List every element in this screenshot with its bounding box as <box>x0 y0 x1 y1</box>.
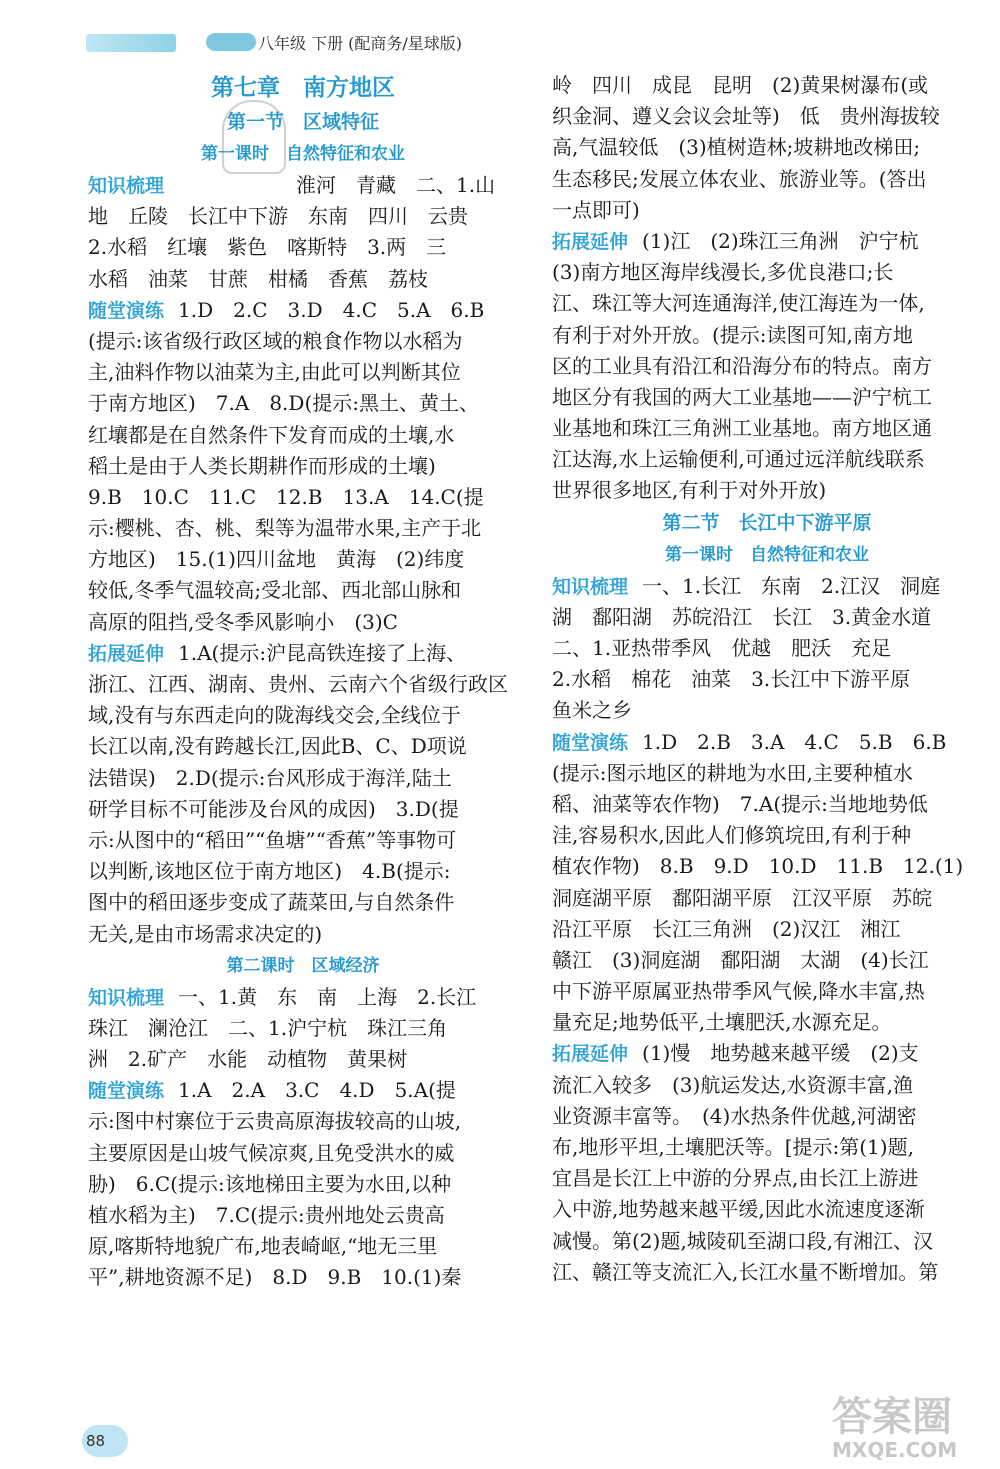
tag-suitang: 随堂演练 <box>88 299 165 322</box>
lesson-title: 第一课时 自然特征和农业 <box>201 144 405 164</box>
text-line: 知识梳理 一、1.黄 东 南 上海 2.长江 <box>88 984 477 1009</box>
watermark-logo: 答案圈 <box>832 1394 952 1440</box>
text-line: (提示:该省级行政区域的粮食作物以水稻为 <box>88 328 463 353</box>
text-line: 示:樱桃、杏、桃、梨等为温带水果,主产于北 <box>88 516 482 541</box>
text-line: 中下游平原属亚热带季风气候,降水丰富,热 <box>552 979 925 1004</box>
text-line: 长江以南,没有跨越长江,因此B、C、D项说 <box>88 734 467 759</box>
text-line: 高原的阻挡,受冬季风影响小 (3)C <box>88 609 398 634</box>
text-line: 江、赣江等支流汇入,长江水量不断增加。第 <box>552 1259 939 1284</box>
page-header <box>0 0 1000 70</box>
text-line: 胁) 6.C(提示:该地梯田主要为水田,以种 <box>88 1171 452 1196</box>
text-line: 业基地和珠江三角洲工业基地。南方地区通 <box>552 416 932 441</box>
text-line: 2.水稻 红壤 紫色 喀斯特 3.两 三 <box>88 235 447 260</box>
text-line: 稻、油菜等农作物) 7.A(提示:当地地势低 <box>552 791 928 816</box>
text-line: 主,油料作物以油菜为主,由此可以判断其位 <box>88 360 461 385</box>
text-line: 方地区) 15.(1)四川盆地 黄海 (2)纬度 <box>88 547 465 572</box>
text-line: 植农作物) 8.B 9.D 10.D 11.B 12.(1) <box>552 854 964 879</box>
text-line: 二、1.亚热带季风 优越 肥沃 充足 <box>552 636 892 660</box>
lesson-title: 第二课时 区域经济 <box>226 955 380 976</box>
text-line: 洞庭湖平原 鄱阳湖平原 江汉平原 苏皖 <box>552 885 932 910</box>
text-line: 沿江平原 长江三角洲 (2)汉江 湘江 <box>552 916 901 941</box>
text-line: 岭 四川 成昆 昆明 (2)黄果树瀑布(或 <box>552 73 929 97</box>
text-line: 湖 鄱阳湖 苏皖沿江 长江 3.黄金水道 <box>552 604 932 629</box>
text-line: 拓展延伸 (1)江 (2)珠江三角洲 沪宁杭 <box>552 228 919 253</box>
left-column <box>88 70 518 1294</box>
text-line: 法错误) 2.D(提示:台风形成于海洋,陆土 <box>88 765 452 790</box>
tag-zhishi: 知识梳理 <box>552 575 629 598</box>
header-decoration <box>86 34 176 52</box>
text-line: 赣江 (3)洞庭湖 鄱阳湖 太湖 (4)长江 <box>552 947 929 972</box>
watermark <box>832 1395 982 1465</box>
text-line: 示:从图中的“稻田”“鱼塘”“香蕉”等事物可 <box>88 827 457 852</box>
tag-tuozhan: 拓展延伸 <box>552 1043 629 1066</box>
text-line: 洲 2.矿产 水能 动植物 黄果树 <box>88 1047 408 1072</box>
page-number: 88 <box>86 1432 106 1450</box>
text-line: 世界很多地区,有利于对外开放) <box>552 478 827 503</box>
text-line: (提示:图示地区的耕地为水田,主要种植水 <box>552 760 913 785</box>
text-line: 植水稻为主) 7.C(提示:贵州地处云贵高 <box>88 1203 445 1227</box>
tag-zhishi: 知识梳理 <box>88 986 165 1009</box>
text-line: 平”,耕地资源不足) 8.D 9.B 10.(1)秦 <box>88 1265 462 1290</box>
text-line: 织金洞、遵义会议会址等) 低 贵州海拔较 <box>552 104 940 129</box>
text-line: 洼,容易积水,因此人们修筑垸田,有利于种 <box>552 823 912 848</box>
text-line: 江、珠江等大河连通海洋,使江海连为一体, <box>552 291 925 316</box>
tag-tuozhan: 拓展延伸 <box>88 642 165 665</box>
text-line: 鱼米之乡 <box>552 698 632 723</box>
chapter-title: 第七章 南方地区 <box>211 75 395 101</box>
text-line: 原,喀斯特地貌广布,地表崎岖,“地无三里 <box>88 1234 438 1259</box>
text-line: 主要原因是山坡气候凉爽,且免受洪水的威 <box>88 1140 455 1165</box>
text-line: 入中游,地势越来越平缓,因此水流速度逐渐 <box>552 1197 925 1222</box>
book-logo-icon <box>206 33 256 51</box>
text-line: 地 丘陵 长江中下游 东南 四川 云贵 <box>88 204 468 229</box>
text-line: 地区分有我国的两大工业基地——沪宁杭工 <box>552 384 932 409</box>
text-line: 无关,是由市场需求决定的) <box>88 921 323 946</box>
text-line: 高,气温较低 (3)植树造林;坡耕地改梯田; <box>552 135 921 160</box>
text-line: 浙江、江西、湖南、贵州、云南六个省级行政区 <box>88 672 508 696</box>
text-line: 较低,冬季气温较高;受北部、西北部山脉和 <box>88 578 462 603</box>
lesson-title: 第一课时 自然特征和农业 <box>665 544 869 565</box>
text-line: 拓展延伸 (1)慢 地势越来越平缓 (2)支 <box>552 1041 919 1066</box>
text-line: 珠江 澜沧江 二、1.沪宁杭 珠江三角 <box>88 1015 448 1040</box>
tag-suitang: 随堂演练 <box>552 731 629 754</box>
text-line: 9.B 10.C 11.C 12.B 13.A 14.C(提 <box>88 484 484 509</box>
text-line: 随堂演练 1.D 2.B 3.A 4.C 5.B 6.B <box>552 729 947 754</box>
text-line: 宜昌是长江上中游的分界点,由长江上游进 <box>552 1166 919 1191</box>
text-line: 区的工业具有沿江和沿海分布的特点。南方 <box>552 353 932 378</box>
header-title: 八年级 下册 (配商务/星球版) <box>258 34 463 53</box>
right-column <box>552 70 982 1288</box>
text-line: 红壤都是在自然条件下发育而成的土壤,水 <box>88 422 455 447</box>
text-line: 生态移民;发展立体农业、旅游业等。(答出 <box>552 166 927 191</box>
text-line: 知识梳理 一、1.长江 东南 2.江汉 洞庭 <box>552 573 941 598</box>
text-line: 布,地形平坦,土壤肥沃等。[提示:第(1)题, <box>552 1135 914 1159</box>
text-line: 2.水稻 棉花 油菜 3.长江中下游平原 <box>552 667 911 692</box>
section-title: 第一节 区域特征 <box>226 111 379 133</box>
text-line: 域,没有与东西走向的陇海线交会,全线位于 <box>88 703 461 728</box>
text-line: 稻土是由于人类长期耕作而形成的土壤) <box>88 453 436 478</box>
text-line: (3)南方地区海岸线漫长,多优良港口;长 <box>552 260 894 285</box>
text-line: 减慢。第(2)题,城陵矶至湖口段,有湘江、汉 <box>552 1228 934 1253</box>
tag-zhishi: 知识梳理 <box>88 175 165 197</box>
text-line: 图中的稻田逐步变成了蔬菜田,与自然条件 <box>88 890 455 915</box>
tag-tuozhan: 拓展延伸 <box>552 230 629 253</box>
text-line: 江达海,水上运输便利,可通过远洋航线联系 <box>552 447 925 472</box>
text-line: 以判断,该地区位于南方地区) 4.B(提示: <box>88 859 451 884</box>
text-line: 随堂演练 1.A 2.A 3.C 4.D 5.A(提 <box>88 1078 456 1103</box>
text-line: 有利于对外开放。(提示:读图可知,南方地 <box>552 322 913 347</box>
text-line: 知识梳理 淮河 青藏 二、1.山 <box>88 173 496 197</box>
section-title: 第二节 长江中下游平原 <box>662 511 872 534</box>
text-line: 水稻 油菜 甘蔗 柑橘 香蕉 荔枝 <box>88 266 428 291</box>
watermark-url: MXQE.COM <box>832 1438 958 1462</box>
text-line: 一点即可) <box>552 197 640 222</box>
text-line: 拓展延伸 1.A(提示:沪昆高铁连接了上海、 <box>88 640 467 665</box>
tag-suitang: 随堂演练 <box>88 1080 165 1103</box>
text-line: 量充足;地势低平,土壤肥沃,水源充足。 <box>552 1010 892 1035</box>
text-line: 研学目标不可能涉及台风的成因) 3.D(提 <box>88 796 459 821</box>
text-line: 流汇入较多 (3)航运发达,水资源丰富,渔 <box>552 1072 914 1097</box>
text-line: 于南方地区) 7.A 8.D(提示:黑土、黄土、 <box>88 391 479 416</box>
text-line: 随堂演练 1.D 2.C 3.D 4.C 5.A 6.B <box>88 297 485 322</box>
text-line: 示:图中村寨位于云贵高原海拔较高的山坡, <box>88 1109 462 1134</box>
text-line: 业资源丰富等。 (4)水热条件优越,河湖密 <box>552 1103 917 1128</box>
